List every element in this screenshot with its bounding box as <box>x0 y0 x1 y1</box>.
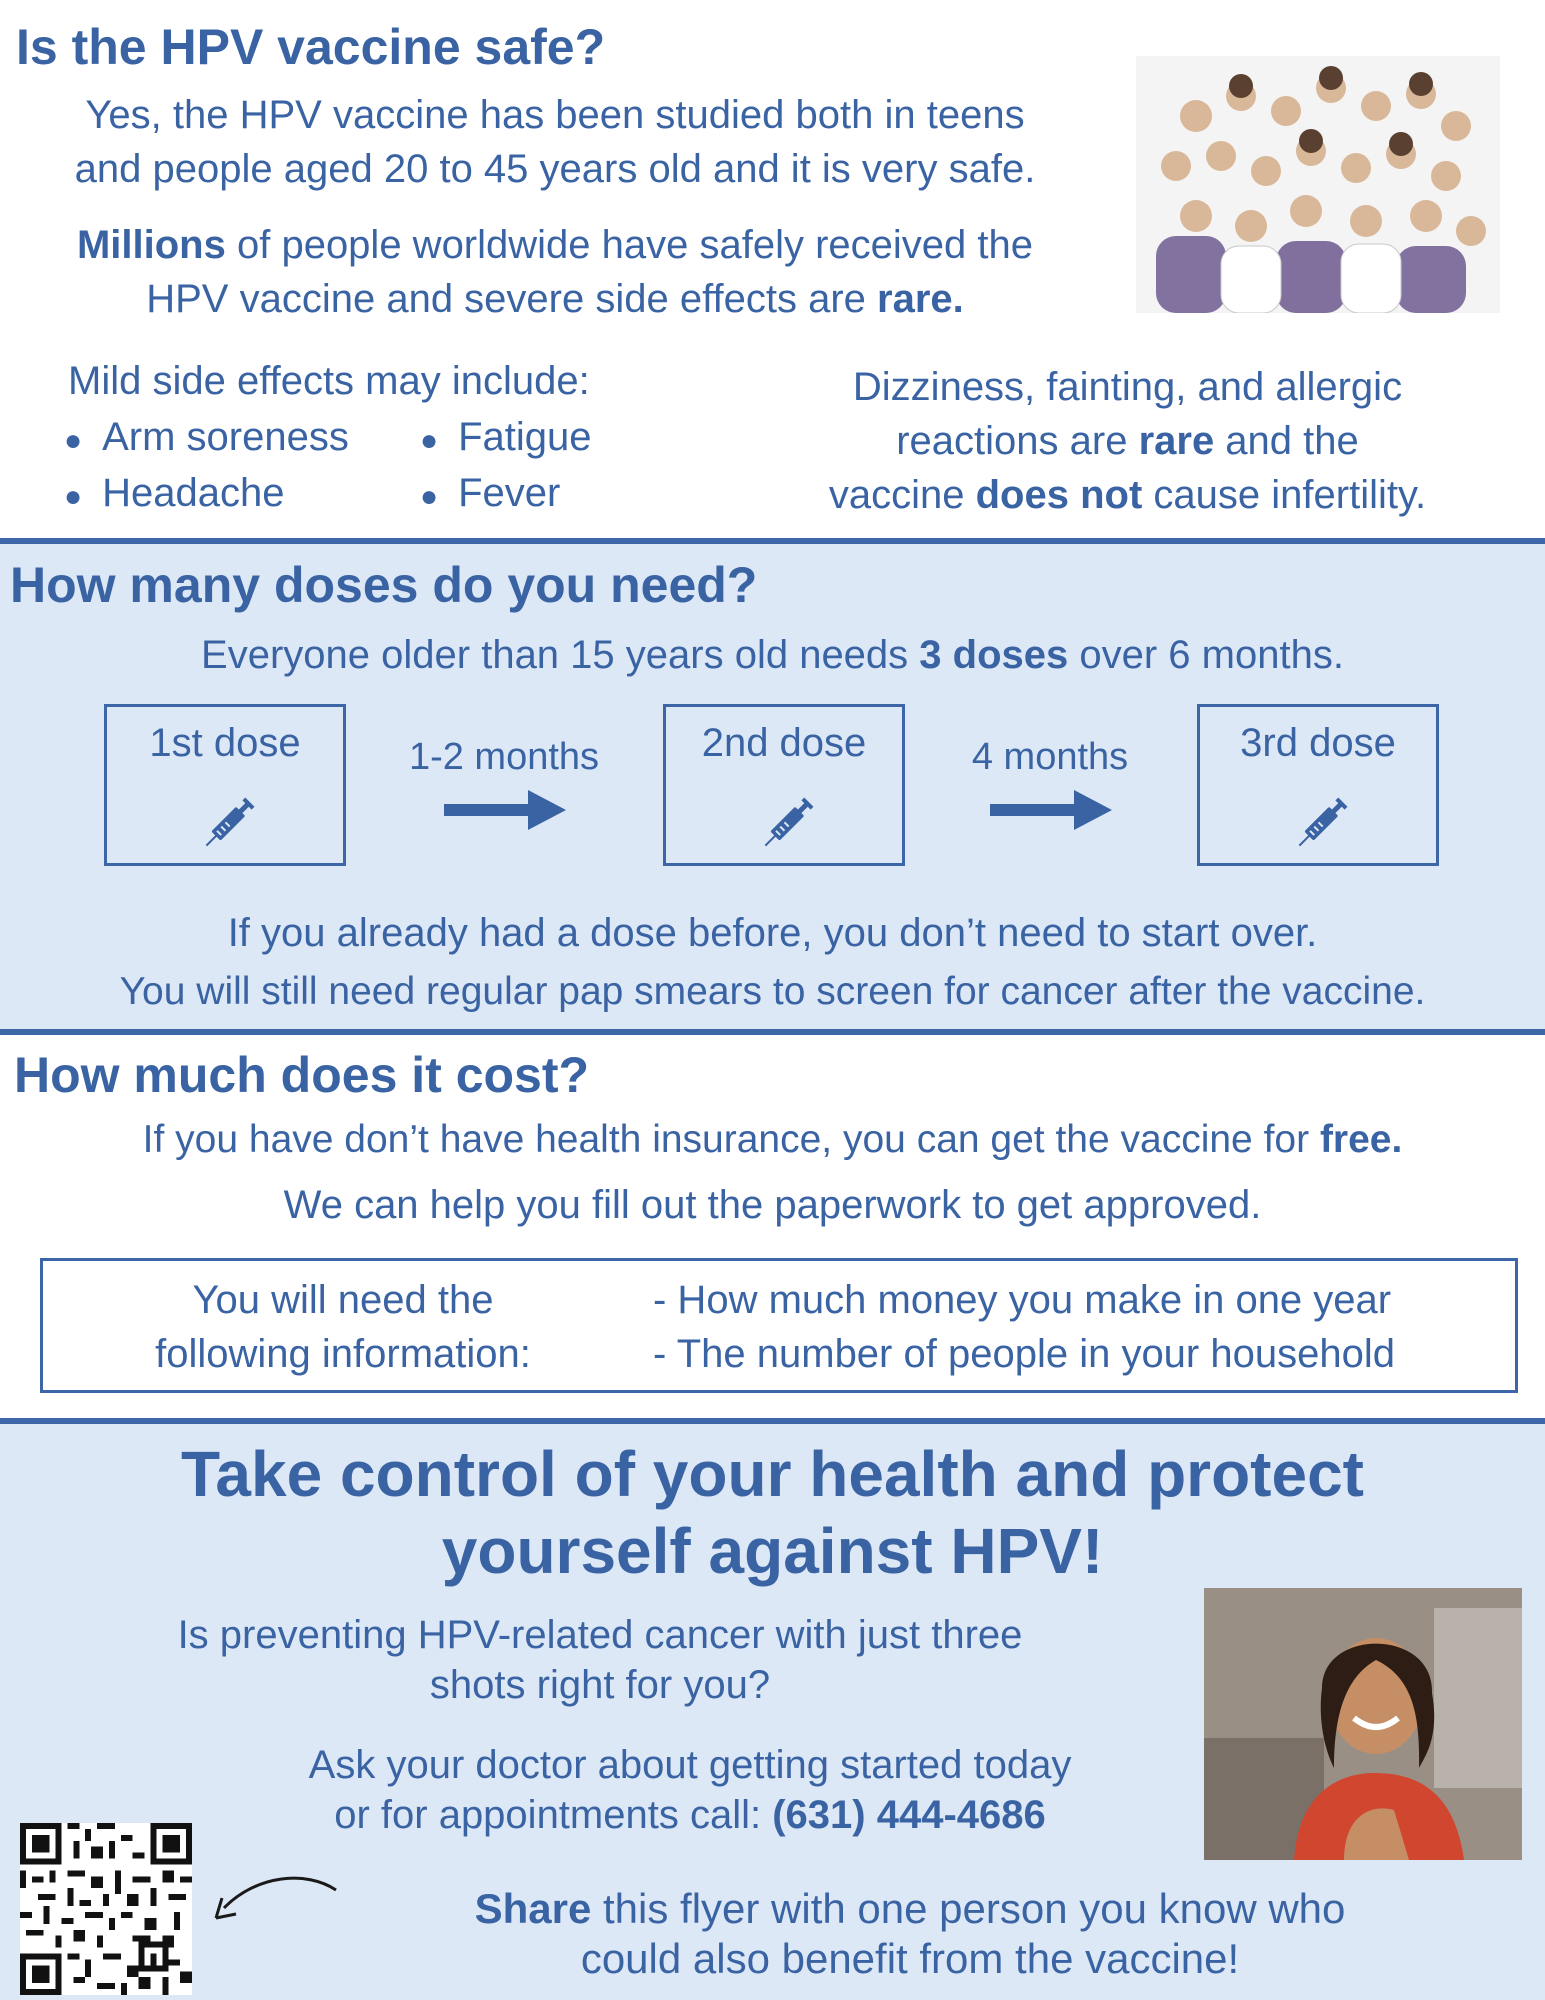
cta-ask-doctor <box>190 1740 1190 1840</box>
dose-step-2 <box>663 704 905 866</box>
required-info-box <box>40 1258 1518 1393</box>
millions-bold: Millions <box>76 223 226 267</box>
doses-intro-pre: Everyone older than 15 years old needs <box>201 633 920 677</box>
does-not-bold: does not <box>975 473 1143 517</box>
side-effect-headache: Headache <box>102 471 285 515</box>
interval-2: 4 months <box>971 736 1129 778</box>
qr-code[interactable] <box>20 1823 192 1995</box>
qr-code-graphic <box>20 1823 192 1995</box>
bullet-icon: ● <box>420 480 439 513</box>
rare-line2-post: and the <box>1214 419 1359 463</box>
safety-para2-line2 <box>0 272 1110 326</box>
side-effect-arm-soreness: Arm soreness <box>102 415 349 459</box>
rare-line2-pre: reactions are <box>896 419 1139 463</box>
rare-line3 <box>770 468 1485 522</box>
doses-intro-post: over 6 months. <box>1068 633 1344 677</box>
safety-para1-line1: Yes, the HPV vaccine has been studied both in teens <box>85 93 1025 137</box>
cta-headline <box>0 1436 1545 1590</box>
woman-photo <box>1204 1588 1522 1860</box>
safety-para1-line2: and people aged 20 to 45 years old and it is very safe. <box>74 147 1036 191</box>
section-divider <box>0 1029 1545 1035</box>
share-line2: could also benefit from the vaccine! <box>580 1935 1240 1983</box>
cost-line2: We can help you fill out the paperwork to get approved. <box>283 1183 1262 1227</box>
phone-number[interactable]: (631) 444-4686 <box>772 1793 1046 1837</box>
cta-question <box>0 1610 1200 1710</box>
dose-step-label: 3rd dose <box>1240 721 1396 765</box>
dose-step-label: 2nd dose <box>701 721 867 765</box>
cost-line1 <box>0 1114 1545 1167</box>
side-effect-item <box>420 466 560 520</box>
rare-line3-post: cause infertility. <box>1142 473 1427 517</box>
rare-effects-text <box>770 360 1485 522</box>
safety-para1 <box>0 88 1110 196</box>
side-effect-item <box>420 410 592 464</box>
syringe-icon <box>752 787 824 859</box>
cta-question-line1: Is preventing HPV-related cancer with just three <box>177 1613 1023 1657</box>
share-text <box>340 1884 1480 1985</box>
share-bold: Share <box>474 1885 592 1932</box>
cta-headline-line2: yourself against HPV! <box>441 1514 1104 1587</box>
interval-1: 1-2 months <box>408 736 600 778</box>
required-info-list <box>653 1273 1395 1381</box>
side-effect-item <box>64 466 285 520</box>
doses-note-2: You will still need regular pap smears to screen for cancer after the vaccine. <box>119 970 1426 1013</box>
share-line1 <box>340 1884 1480 1934</box>
rare-line1: Dizziness, fainting, and allergic <box>852 365 1403 409</box>
rare-bold: rare. <box>877 277 964 321</box>
doses-title: How many doses do you need? <box>10 557 758 613</box>
cta-ask-line1: Ask your doctor about getting started today <box>308 1743 1072 1787</box>
need-line2: following information: <box>155 1332 531 1376</box>
rare-line2-bold: rare <box>1138 419 1215 463</box>
dose-step-1 <box>104 704 346 866</box>
need-info-label <box>63 1273 623 1381</box>
free-bold: free. <box>1319 1118 1403 1161</box>
cost-title: How much does it cost? <box>14 1047 590 1103</box>
cta-headline-line1: Take control of your health and protect <box>181 1438 1364 1510</box>
bullet-icon: ● <box>420 424 439 457</box>
arrow-right-icon <box>444 788 566 832</box>
crowd-photo <box>1136 56 1500 313</box>
share-line1-rest: this flyer with one person you know who <box>591 1885 1346 1932</box>
dose-step-3 <box>1197 704 1439 866</box>
bullet-icon: ● <box>64 480 83 513</box>
curved-arrow-icon <box>206 1870 346 1930</box>
cta-ask-line2 <box>190 1790 1190 1840</box>
syringe-icon <box>193 787 265 859</box>
required-info-household: - The number of people in your household <box>653 1332 1395 1376</box>
cta-question-line2: shots right for you? <box>429 1663 771 1707</box>
crowd-illustration <box>1136 56 1500 313</box>
safety-title: Is the HPV vaccine safe? <box>16 19 606 75</box>
side-effect-item <box>64 410 349 464</box>
bullet-icon: ● <box>64 424 83 457</box>
side-effect-fatigue: Fatigue <box>458 415 592 459</box>
doses-intro <box>0 628 1545 682</box>
doses-note-1: If you already had a dose before, you don’t need to start over. <box>227 911 1318 955</box>
dose-step-label: 1st dose <box>149 721 301 765</box>
safety-para2-line2-pre: HPV vaccine and severe side effects are <box>146 277 877 321</box>
safety-para2-rest: of people worldwide have safely received the <box>225 223 1034 267</box>
rare-line2 <box>770 414 1485 468</box>
arrow-right-icon <box>990 788 1112 832</box>
three-doses-bold: 3 doses <box>919 633 1069 677</box>
cost-line1-pre: If you have don’t have health insurance, you can get the vaccine for <box>142 1118 1320 1161</box>
rare-line3-pre: vaccine <box>828 473 976 517</box>
safety-para2 <box>0 218 1110 326</box>
mild-side-effects-heading: Mild side effects may include: <box>68 359 590 403</box>
need-line1: You will need the <box>192 1278 494 1322</box>
side-effect-fever: Fever <box>458 471 561 515</box>
cta-ask-line2-pre: or for appointments call: <box>334 1793 773 1837</box>
safety-para2-line1 <box>0 218 1110 272</box>
woman-illustration <box>1204 1588 1522 1860</box>
required-info-income: - How much money you make in one year <box>653 1278 1392 1322</box>
syringe-icon <box>1286 787 1358 859</box>
